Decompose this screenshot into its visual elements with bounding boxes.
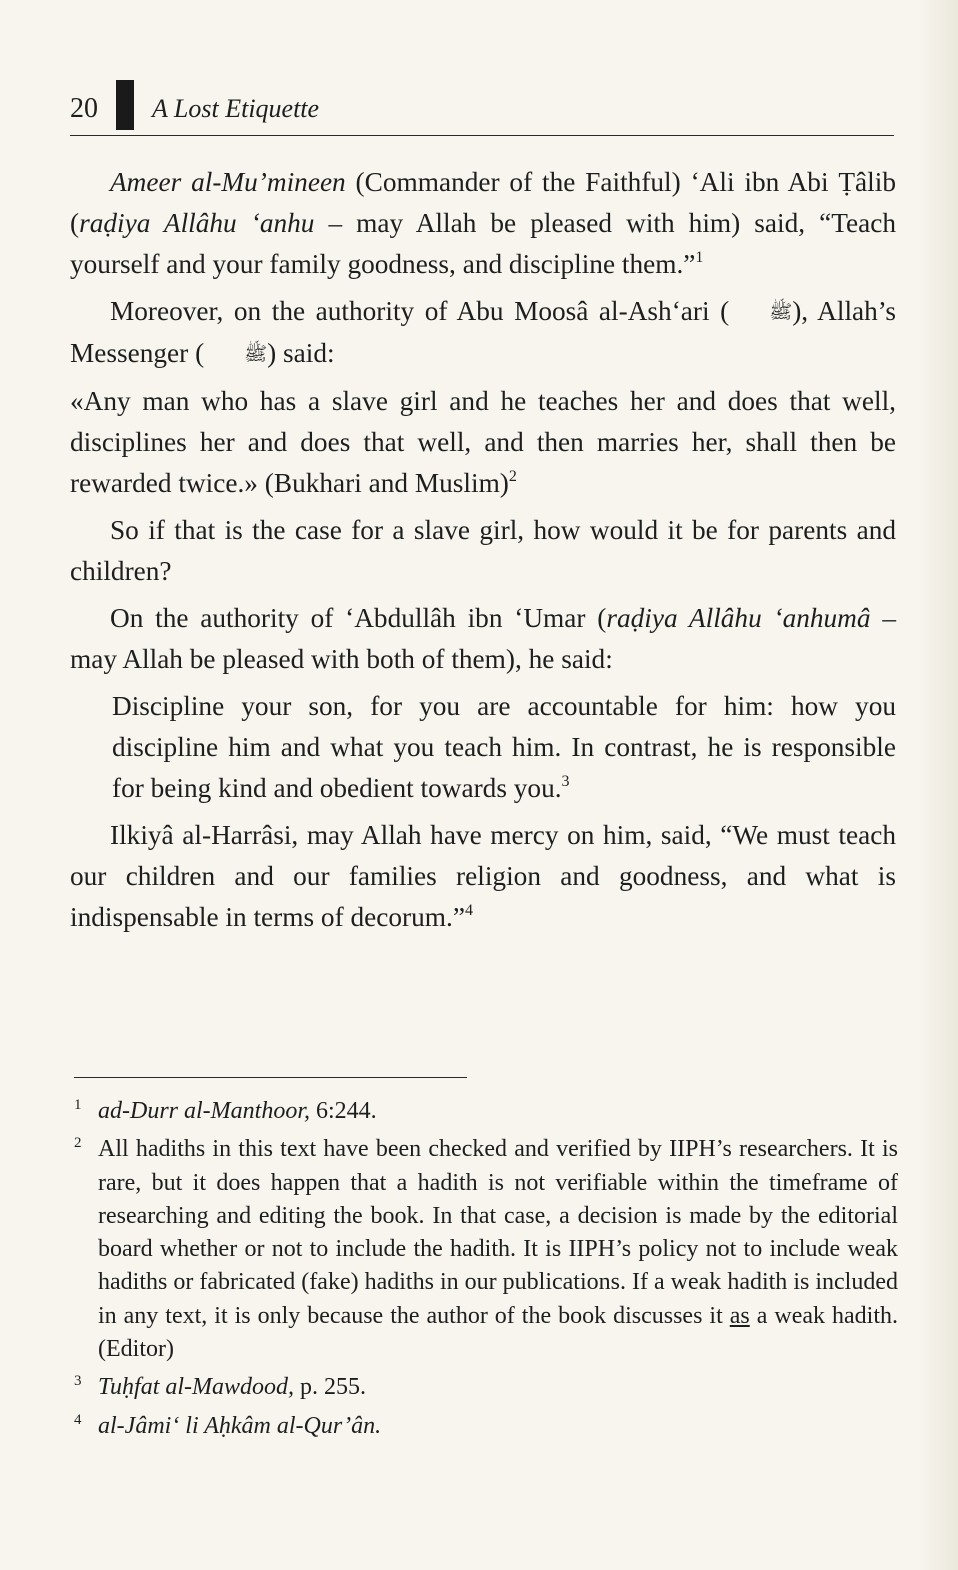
footnote [74, 1410, 898, 1443]
paragraph-text: ) said: [267, 338, 335, 368]
footnote-text: 6:244. [310, 1098, 377, 1124]
footnote-ref: 1 [695, 249, 704, 266]
footnote-ref: 2 [508, 468, 517, 485]
paragraph-ali-quote [70, 162, 896, 285]
honorific-seal-icon: ﷺ [244, 344, 268, 365]
paragraph-text: – may Allah be pleased with both of them), he said: [70, 603, 896, 674]
paragraph-ibn-umar [70, 598, 896, 680]
paragraph-slave-girl: So if that is the case for a slave girl, how would it be for parents and children? [70, 515, 896, 586]
main-text [70, 162, 896, 944]
footnote [74, 1371, 898, 1404]
paragraph-text: – may Allah be pleased with him) said, “Teach yourself and your family goodness, and discipline them.” [70, 208, 896, 279]
footnote-number: 3 [74, 1373, 82, 1390]
footnote-source: Tuḥfat al-Mawdood, [98, 1374, 295, 1401]
paragraph-abu-moosa [70, 291, 896, 375]
footnote-text: a weak hadith. (Editor) [98, 1302, 898, 1363]
footnote-rule [74, 1077, 467, 1078]
book-title: A Lost Etiquette [152, 94, 320, 123]
page-edge-shadow [918, 0, 958, 1570]
footnote-source: al-Jâmi‘ li Aḥkâm al-Qur’ân. [98, 1412, 382, 1439]
page-number: 20 [70, 93, 98, 124]
paragraph-text: Moreover, on the authority of Abu Moosâ al-Ash‘ari ( [110, 296, 730, 326]
paragraph-text: (Commander of the Faithful) ‘Ali ibn Abi Ṭâlib ( [70, 167, 896, 238]
italic-term: raḍiya Allâhu ‘anhumâ [606, 603, 871, 633]
footnote-number: 1 [74, 1097, 82, 1113]
footnote-ref: 3 [561, 773, 570, 790]
hadith-quote [70, 381, 896, 504]
footnotes [74, 1095, 898, 1448]
paragraph-text: On the authority of ‘Abdullâh ibn ‘Umar ( [110, 603, 607, 633]
italic-term: raḍiya Allâhu ‘anhu [79, 208, 315, 238]
paragraph-text: Ilkiyâ al-Harrâsi, may Allah have mercy on him, said, “We must teach our children and our families religion and goodness, and what is indispensable in terms of decorum.” [70, 820, 896, 932]
header-rule [70, 135, 894, 136]
header-divider-bar [116, 80, 134, 130]
footnote-text: p. 255. [294, 1374, 367, 1401]
paragraph-text: Discipline your son, for you are accountable for him: how you discipline him and what you teach him. In contrast, he is responsible for being kind and obedient towards you. [112, 691, 896, 803]
footnote-number: 4 [74, 1411, 82, 1428]
footnote-source: ad-Durr al-Manthoor, [98, 1098, 311, 1124]
paragraph-ilkiya [70, 815, 896, 938]
paragraph-text: ), Allah’s Messenger ( [70, 296, 896, 368]
footnote [74, 1095, 898, 1128]
block-quote [112, 686, 896, 809]
footnote [74, 1133, 898, 1366]
footnote-underlined-word: as [729, 1302, 750, 1329]
italic-term: Ameer al-Mu’mineen [110, 167, 346, 197]
footnote-text: All hadiths in this text have been checked and verified by IIPH’s researchers. It is rare, but it does happen that a hadith is not verifiable within the timeframe of researching and editing the book. In that case, a decision is made by the editorial board whether or not to include the hadith. It is IIPH’s policy not to include weak hadiths or fabricated (fake) hadiths in our publications. If a weak hadith is included in any text, it is only because the author of the book discusses it [98, 1136, 898, 1329]
running-header [70, 90, 894, 134]
footnote-ref: 4 [464, 902, 473, 919]
paragraph-text: «Any man who has a slave girl and he teaches her and does that well, disciplines her and does that well, and then marries her, shall then be rewarded twice.» (Bukhari and Muslim) [70, 386, 896, 498]
footnote-number: 2 [74, 1135, 82, 1152]
honorific-seal-icon: ﷺ [769, 302, 793, 323]
